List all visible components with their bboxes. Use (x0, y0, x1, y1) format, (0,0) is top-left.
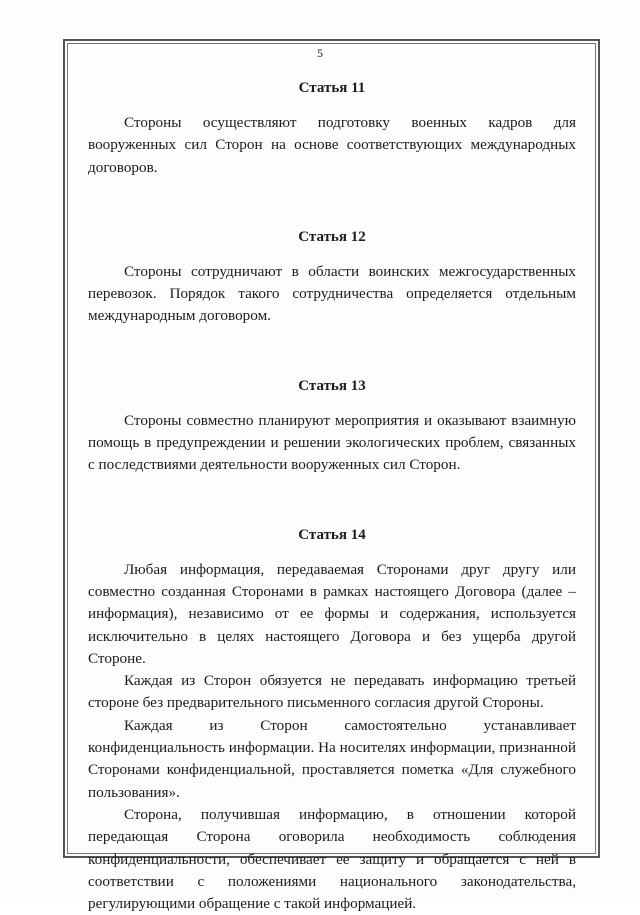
article-13 (88, 376, 576, 477)
article-paragraph: Каждая из Сторон обязуется не передавать информацию третьей стороне без предварительного письменного согласия другой Стороны. (88, 672, 576, 712)
article-12 (88, 227, 576, 328)
article-title: Статья 12 (298, 228, 366, 245)
article-paragraph: Стороны сотрудничают в области воинских межгосударственных перевозок. Порядок такого сотрудничества определяется отдельным международным договором. (88, 262, 576, 325)
article-14 (88, 525, 576, 915)
document-body (88, 78, 576, 915)
page-number: 5 (317, 46, 323, 60)
article-paragraph: Сторона, получившая информацию, в отношении которой передающая Сторона оговорила необходимость соблюдения конфиденциальности, обеспечивает ее защиту и обращается с ней в соответствии с положениями национального законодательства, регулирующими обращение с такой информацией. (88, 805, 576, 913)
article-11 (88, 78, 576, 179)
article-title: Статья 11 (298, 80, 366, 96)
article-paragraph: Стороны осуществляют подготовку военных кадров для вооруженных сил Сторон на основе соответствующих международных договоров. (88, 114, 576, 176)
article-paragraph: Любая информация, передаваемая Сторонами друг другу или совместно созданная Сторонами в рамках настоящего Договора (далее – информация), независимо от ее формы и содержания, используется исключительно в целях настоящего Договора и без ущерба другой Стороне. (88, 560, 576, 667)
article-title: Статья 14 (298, 526, 366, 543)
article-paragraph: Стороны совместно планируют мероприятия и оказывают взаимную помощь в предупреждении и решении экологических проблем, связанных с последствиями деятельности вооруженных сил Сторон. (88, 411, 576, 474)
article-title: Статья 13 (298, 377, 366, 394)
article-paragraph: Каждая из Сторон самостоятельно устанавливает конфиденциальность информации. На носителях информации, признанной Сторонами конфиденциальной, проставляется пометка «Для служебного пользования». (88, 716, 576, 801)
